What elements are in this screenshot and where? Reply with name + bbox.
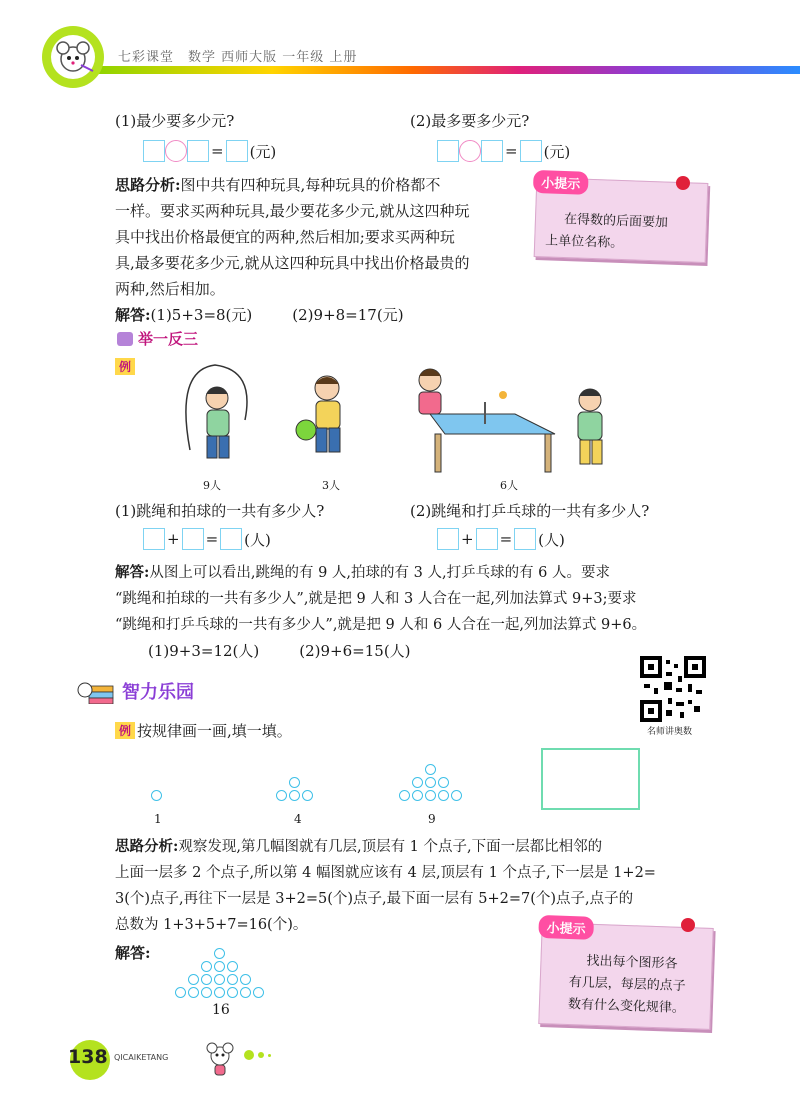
unit-label: (人) [538,530,565,549]
answer-1: (1)5+3=8(元) [150,306,253,324]
header-rainbow-bar [96,66,800,74]
answer-count: 16 [212,1002,230,1018]
unit-label: (人) [244,530,271,549]
answer-label: 解答: [115,306,151,324]
answer-dot [214,987,225,998]
q2-answer-line-1 [115,560,610,586]
analysis-text: 总数为 1+3+5+7=16(个)。 [115,917,308,933]
pattern-label-1: 1 [154,812,162,826]
q2-explanation: 从图上可以看出,跳绳的有 9 人,拍球的有 3 人,打乒乓球的有 6 人。要求 [149,565,611,581]
analysis-label: 思路分析: [115,838,179,855]
answer-dot [240,974,251,985]
q2-explanation: “跳绳和拍球的一共有多少人”,就是把 9 人和 3 人合在一起,列加法算式 9+3;要求 [115,591,637,607]
answer-box[interactable] [437,140,459,162]
tip-text: 数有什么变化规律。 [567,996,686,1017]
answer-box[interactable] [226,140,248,162]
analysis-text: 上面一层多 2 个点子,所以第 4 幅图就应该有 4 层,顶层有 1 个点子,下一层是 1+2= [115,865,656,881]
pattern-dot [438,777,449,788]
q1-part1: (1)最少要多少元? [115,112,235,130]
q1-answer [115,302,404,328]
answer-dot [227,961,238,972]
pattern-dot [399,790,410,801]
answer-box[interactable] [520,140,542,162]
mouse-mascot-icon [200,1038,240,1078]
header-title: 七彩课堂 数学 西师大版 一年级 上册 [118,50,358,65]
q1-part2: (2)最多要多少元? [410,112,530,130]
pattern-dot [276,790,287,801]
answer-box[interactable] [481,140,503,162]
answer-dot [227,974,238,985]
analysis-label: 思路分析: [115,176,181,194]
q1-equation-2 [437,140,572,162]
pattern-label-3: 9 [428,812,436,826]
pushpin-icon [676,176,690,190]
tip-box-2 [538,922,713,1030]
footer-brand: QICAIKETANG [114,1053,169,1062]
answer-box[interactable] [143,140,165,162]
answer-box[interactable] [220,528,242,550]
mascot-logo [51,35,95,79]
answer-dot [253,987,264,998]
q1-equation-1 [143,140,278,162]
unit-label: (元) [543,142,571,161]
figure-label-rope: 9人 [203,479,221,492]
pattern-dot [425,790,436,801]
answer-dot [240,987,251,998]
operator-circle[interactable] [165,140,187,162]
q2-part1: (1)跳绳和拍球的一共有多少人? [115,502,325,520]
pattern-dot [438,790,449,801]
answer-dot [214,974,225,985]
answer-dot [188,987,199,998]
section-title-jyfs: 举一反三 [138,330,199,348]
equals-sign: = [499,530,513,548]
answer-label [115,940,151,966]
pattern-dot [151,790,162,801]
pattern-dot [425,777,436,788]
answer-box[interactable] [187,140,209,162]
answer-box[interactable] [182,528,204,550]
tip-text: 找出每个图形各 [586,953,678,972]
analysis-text: 观察发现,第几幅图就有几层,顶层有 1 个点子,下面一层都比相邻的 [178,839,603,855]
decorative-dot [244,1050,254,1060]
mouse-mascot-icon [51,35,95,79]
q1-analysis [115,172,505,198]
answer-2: (2)9+8=17(元) [292,306,404,324]
pattern-dot [289,777,300,788]
equals-sign: = [505,142,518,160]
answer-dot [188,974,199,985]
answer-dot [201,961,212,972]
q3-analysis-line-1 [115,834,602,860]
blank-drawing-box[interactable] [541,748,640,810]
decorative-dot [258,1052,264,1058]
analysis-text: 图中共有四种玩具,每种玩具的价格都不 [180,176,441,194]
answer-label-text: 解答: [115,944,151,962]
q2-equation-2 [437,528,567,550]
example-tag: 例 [115,358,135,375]
pattern-dot [412,777,423,788]
analysis-text: 一样。要求买两种玩具,最少要花多少元,就从这四种玩 [115,202,470,220]
qr-code-icon[interactable] [640,656,706,722]
answer-label: 解答: [115,564,150,581]
pattern-dot [289,790,300,801]
equals-sign: = [211,142,224,160]
q3-prompt: 按规律画一画,填一填。 [137,722,292,740]
section-icon [117,332,133,346]
page-number: 138 [68,1046,108,1068]
answer-box[interactable] [437,528,459,550]
q2-answers [148,638,411,664]
answer-box[interactable] [476,528,498,550]
pattern-dot [451,790,462,801]
tip-text: 在得数的后面要加 [563,212,669,231]
answer-box[interactable] [514,528,536,550]
pattern-dot [302,790,313,801]
section-title-zlly: 智力乐园 [122,682,194,703]
pushpin-icon [681,918,695,932]
operator-circle[interactable] [459,140,481,162]
books-mascot-icon [75,676,115,704]
q2-equation-1 [143,528,273,550]
answer-2: (2)9+6=15(人) [299,642,411,660]
analysis-text: 3(个)点子,再往下一层是 3+2=5(个)点子,最下面一层有 5+2=7(个)点子,点子的 [115,891,634,907]
answer-dot [175,987,186,998]
answer-dot [227,987,238,998]
pattern-label-2: 4 [294,812,302,826]
answer-dot [214,961,225,972]
example-tag: 例 [115,722,135,739]
tip-tag: 小提示 [533,170,589,195]
analysis-text: 具,最多要花多少元,就从这四种玩具中找出价格最贵的 [115,254,470,272]
q2-part2: (2)跳绳和打乒乓球的一共有多少人? [410,502,650,520]
decorative-dot [268,1054,271,1057]
pattern-dot [412,790,423,801]
equals-sign: = [205,530,219,548]
answer-1: (1)9+3=12(人) [148,642,260,660]
pattern-dot [425,764,436,775]
tip-text: 有几层，每层的点子 [568,975,686,995]
tip-tag: 小提示 [538,915,594,940]
figure-label-pingpong: 6人 [500,479,518,492]
analysis-text: 两种,然后相加。 [115,280,225,298]
ping-pong-figure [405,362,620,477]
tip-text: 上单位名称。 [544,233,624,252]
analysis-text: 具中找出价格最便宜的两种,然后相加;要求买两种玩 [115,228,455,246]
plus-sign: + [461,530,474,548]
q2-explanation: “跳绳和打乒乓球的一共有多少人”,就是把 9 人和 6 人合在一起,列加法算式 9+6。 [115,617,647,633]
ball-bouncing-figure [292,368,362,468]
rope-skipping-figure [175,360,265,472]
qr-caption: 名师讲奥数 [647,727,693,737]
answer-dot [201,974,212,985]
answer-box[interactable] [143,528,165,550]
figure-label-ball: 3人 [322,479,340,492]
unit-label: (元) [249,142,277,161]
answer-dot [201,987,212,998]
answer-dot [214,948,225,959]
plus-sign: + [167,530,180,548]
